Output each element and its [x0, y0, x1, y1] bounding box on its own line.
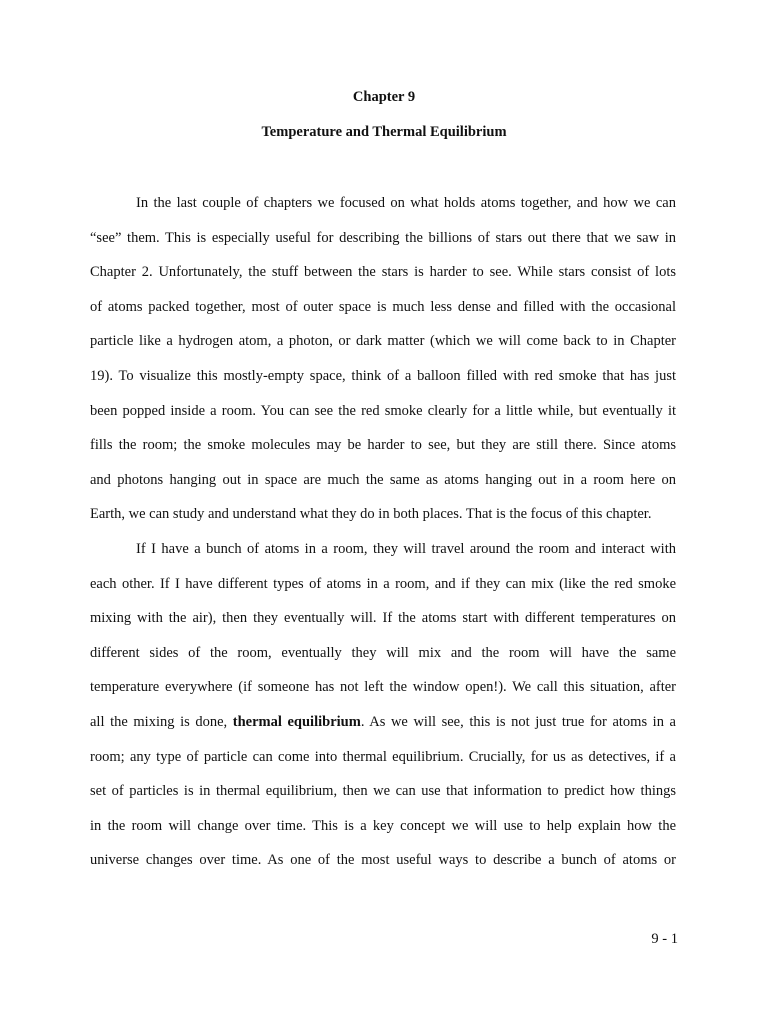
- text-line: been popped inside a room. You can see the red smoke clearly for a little while, but eventually it: [90, 402, 676, 419]
- text-line: If I have a bunch of atoms in a room, they will travel around the room and interact with: [136, 540, 676, 557]
- body-text: [90, 186, 676, 878]
- text-line: Chapter 2. Unfortunately, the stuff between the stars is harder to see. While stars consist of lots: [90, 264, 676, 281]
- text-line-with-term: [90, 705, 676, 740]
- text-line: 19). To visualize this mostly-empty space, think of a balloon filled with red smoke that has just: [90, 367, 676, 384]
- text-line: temperature everywhere (if someone has not left the window open!). We call this situation, after: [90, 679, 676, 696]
- text-line: different sides of the room, eventually they will mix and the room will have the same: [90, 644, 676, 661]
- key-term: thermal equilibrium: [232, 713, 361, 730]
- text-line: fills the room; the smoke molecules may be harder to see, but they are still there. Since atoms: [90, 437, 676, 454]
- text-line: particle like a hydrogen atom, a photon, or dark matter (which we will come back to in Chapter: [90, 333, 676, 350]
- text-segment: all the mixing is done,: [90, 713, 233, 730]
- chapter-title: Temperature and Thermal Equilibrium: [261, 124, 507, 140]
- text-line: and photons hanging out in space are much the same as atoms hanging out in a room here on: [90, 471, 676, 488]
- text-line: in the room will change over time. This is a key concept we will use to help explain how the: [90, 817, 676, 834]
- text-line: universe changes over time. As one of the most useful ways to describe a bunch of atoms or: [90, 852, 676, 869]
- text-line: mixing with the air), then they eventually will. If the atoms start with different temperatures on: [90, 610, 676, 627]
- text-line: Earth, we can study and understand what they do in both places. That is the focus of this chapter.: [90, 506, 652, 523]
- text-line: In the last couple of chapters we focused on what holds atoms together, and how we can: [136, 195, 676, 211]
- page-number: 9 - 1: [651, 931, 678, 947]
- text-line: “see” them. This is especially useful for describing the billions of stars out there that we saw in: [90, 229, 676, 246]
- text-line: room; any type of particle can come into thermal equilibrium. Crucially, for us as detectives, if a: [90, 748, 676, 765]
- text-line: of atoms packed together, most of outer space is much less dense and filled with the occasional: [90, 298, 676, 315]
- text-line: set of particles is in thermal equilibrium, then we can use that information to predict how things: [90, 783, 676, 800]
- text-line: each other. If I have different types of atoms in a room, and if they can mix (like the red smoke: [90, 575, 676, 592]
- paragraph-1: [90, 186, 676, 532]
- text-segment: . As we will see, this is not just true for atoms in a: [360, 713, 676, 730]
- chapter-label: Chapter 9: [352, 89, 416, 105]
- paragraph-2: [90, 532, 676, 878]
